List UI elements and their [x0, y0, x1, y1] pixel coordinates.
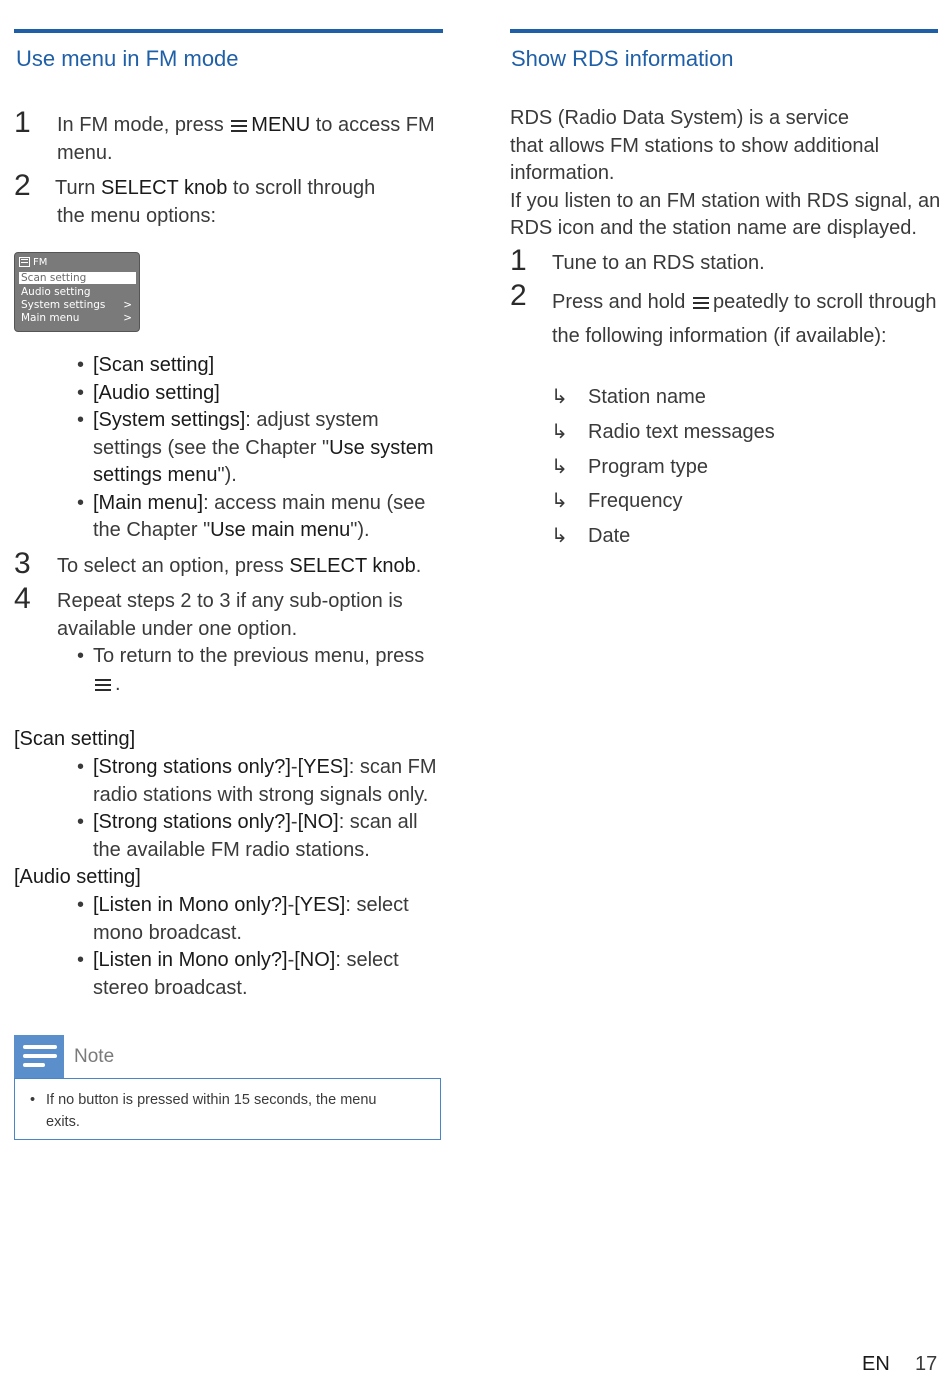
list-item: ↳ Frequency	[551, 490, 683, 512]
list-item: • [Main menu]: access main menu (see	[93, 490, 434, 518]
screen-item: Main menu >	[21, 312, 132, 324]
return-arrow-icon: ↳	[551, 386, 568, 408]
screen-header	[19, 255, 47, 269]
left-heading-rule	[14, 29, 443, 33]
list-item: • [Strong stations only?]-[NO]: scan all	[93, 809, 437, 837]
scan-setting-title: [Scan setting]	[14, 728, 136, 750]
rds-step-2-text: Press and hold peatedly to scroll through the following information (if available):	[552, 291, 937, 347]
step-3-text: To select an option, press SELECT knob.	[57, 555, 422, 577]
step-1-post: to access FM	[315, 114, 435, 136]
rds-step-number-2: 2	[510, 279, 527, 312]
list-item-cont: the available FM radio stations.	[93, 838, 370, 861]
note-box	[14, 1078, 441, 1140]
list-item-cont: mono broadcast.	[93, 921, 242, 944]
step-2-post: to scroll through	[232, 177, 376, 199]
scan-setting-list	[93, 754, 437, 864]
chevron-right-icon: >	[123, 299, 132, 311]
screen-item: Audio setting	[21, 286, 91, 298]
list-item: • [Scan setting]	[93, 352, 434, 380]
rds-intro: RDS (Radio Data System) is a service that allows FM stations to show additional information. If you listen to an FM station with RDS signal, an RDS icon and the station name are displayed.	[510, 107, 941, 239]
screen-item: System settings >	[21, 299, 132, 311]
list-item: ↳ Radio text messages	[551, 421, 775, 443]
left-heading: Use menu in FM mode	[16, 46, 239, 71]
language-code: EN	[862, 1353, 890, 1375]
step-2-pre: Turn	[55, 177, 96, 199]
list-item-cont: the Chapter "Use main menu").	[93, 519, 370, 541]
step-number-4: 4	[14, 582, 31, 615]
page-number: 17	[915, 1353, 938, 1375]
list-item: ↳ Date	[551, 525, 631, 547]
right-heading: Show RDS information	[511, 46, 734, 71]
step-2-text	[55, 175, 375, 230]
step-1-pre: In FM mode, press	[57, 114, 224, 136]
chevron-right-icon: >	[123, 312, 132, 324]
rds-step-number-1: 1	[510, 244, 527, 277]
menu-icon	[231, 120, 247, 132]
list-item: ↳ Program type	[551, 456, 709, 478]
return-arrow-icon: ↳	[551, 525, 568, 547]
step-1-text	[57, 112, 435, 167]
menu-icon	[693, 297, 709, 309]
step-number-2: 2	[14, 169, 31, 202]
list-item: ↳ Station name	[551, 386, 706, 408]
return-arrow-icon: ↳	[551, 490, 568, 512]
list-item-cont: settings menu").	[93, 464, 237, 486]
list-item: • [Listen in Mono only?]-[YES]: select	[93, 892, 409, 920]
return-arrow-icon: ↳	[551, 421, 568, 443]
note-text: • If no button is pressed within 15 seconds, the menu exits.	[46, 1089, 376, 1133]
note-label: Note	[74, 1046, 115, 1067]
list-item-cont: .	[93, 671, 424, 699]
list-item-cont: settings (see the Chapter "Use system	[93, 436, 434, 459]
fm-menu-screen	[14, 252, 140, 332]
note-icon	[14, 1035, 64, 1078]
step-2-line2: the menu options:	[57, 204, 216, 227]
menu-icon	[95, 679, 111, 691]
step-4-text: Repeat steps 2 to 3 if any sub-option is available under one option.	[57, 590, 403, 640]
screen-item-selected: Scan setting	[19, 272, 136, 284]
list-item-cont: stereo broadcast.	[93, 976, 248, 999]
list-item: • To return to the previous menu, press	[93, 643, 424, 671]
return-arrow-icon: ↳	[551, 456, 568, 478]
right-heading-rule	[510, 29, 938, 33]
step-4-sub	[93, 643, 424, 698]
step-1-line2: menu.	[57, 141, 113, 164]
rds-step-1-text: Tune to an RDS station.	[552, 252, 765, 274]
step-number-3: 3	[14, 547, 31, 580]
list-item: • [Audio setting]	[93, 380, 434, 408]
audio-setting-title: [Audio setting]	[14, 866, 141, 888]
list-item-cont: radio stations with strong signals only.	[93, 783, 429, 806]
menu-label: MENU	[251, 114, 311, 136]
screen-mode: FM	[33, 256, 48, 268]
step-number-1: 1	[14, 106, 31, 139]
list-item: • [Strong stations only?]-[YES]: scan FM	[93, 754, 437, 782]
select-knob-label: SELECT knob	[100, 177, 228, 199]
options-list	[93, 352, 434, 545]
list-item: • [System settings]: adjust system	[93, 407, 434, 435]
list-icon	[19, 257, 30, 267]
audio-setting-list	[93, 892, 409, 1002]
list-item: • [Listen in Mono only?]-[NO]: select	[93, 947, 409, 975]
